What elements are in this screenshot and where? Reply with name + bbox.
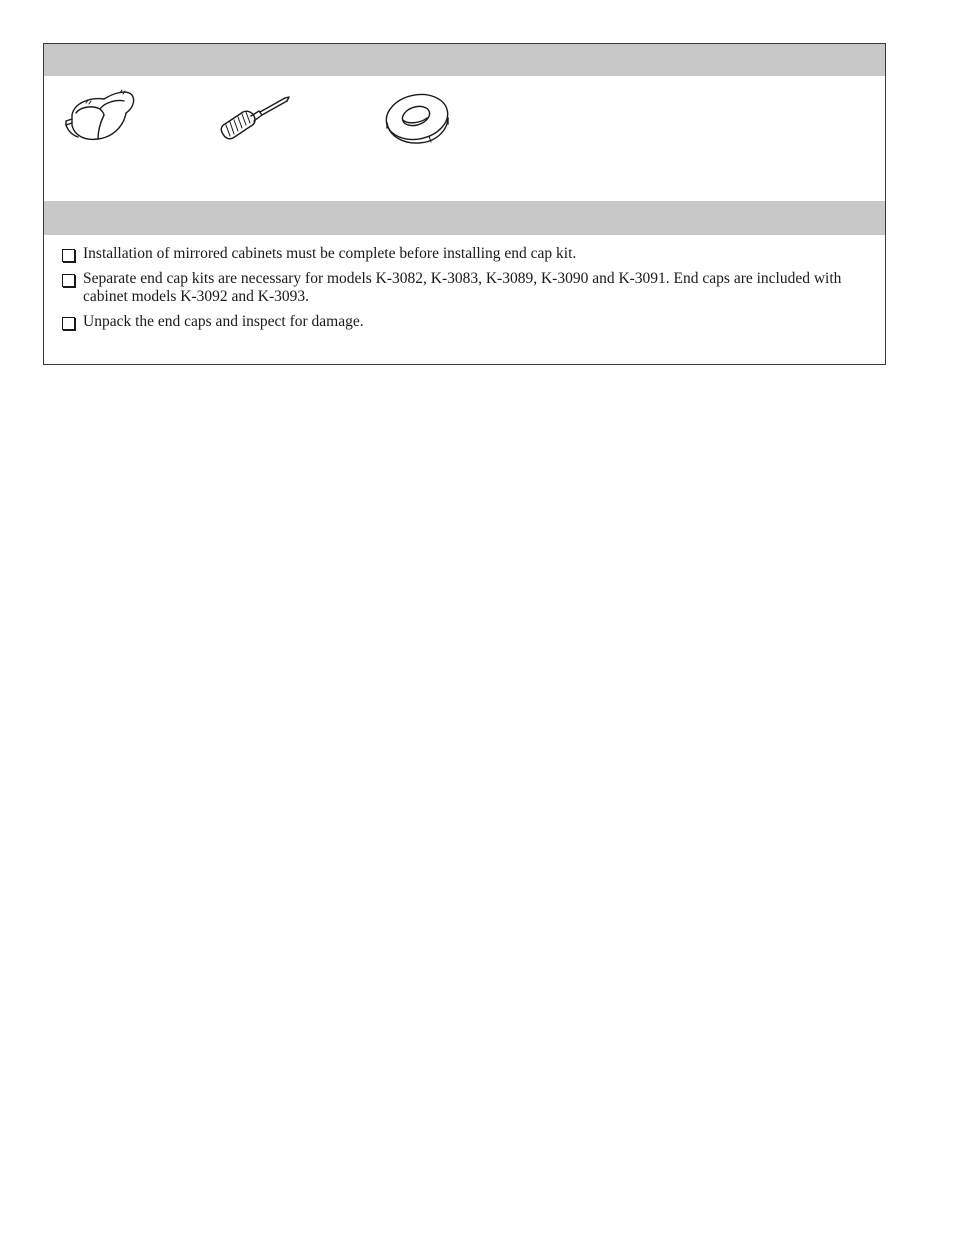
note-text: Unpack the end caps and inspect for damage. xyxy=(83,313,364,330)
checkbox-icon[interactable] xyxy=(62,317,75,330)
tools-and-notes-panel xyxy=(43,43,886,365)
checkbox-icon[interactable] xyxy=(62,249,75,262)
notes-header-band xyxy=(44,201,885,235)
notes-list xyxy=(61,245,867,338)
tools-header-band xyxy=(44,44,885,76)
note-item xyxy=(61,270,867,306)
end-cap-icon xyxy=(383,90,453,150)
checkbox-icon[interactable] xyxy=(62,274,75,287)
note-text: Installation of mirrored cabinets must be complete before installing end cap kit. xyxy=(83,245,577,262)
tools-row xyxy=(44,76,885,201)
note-item xyxy=(61,245,867,263)
note-text: Separate end cap kits are necessary for models K-3082, K-3083, K-3089, K-3090 and K-3091. End caps are included with cabinet models K-3092 and K-3093. xyxy=(83,270,842,305)
tape-measure-icon xyxy=(64,85,136,145)
screwdriver-icon xyxy=(217,96,293,144)
note-item xyxy=(61,313,867,331)
